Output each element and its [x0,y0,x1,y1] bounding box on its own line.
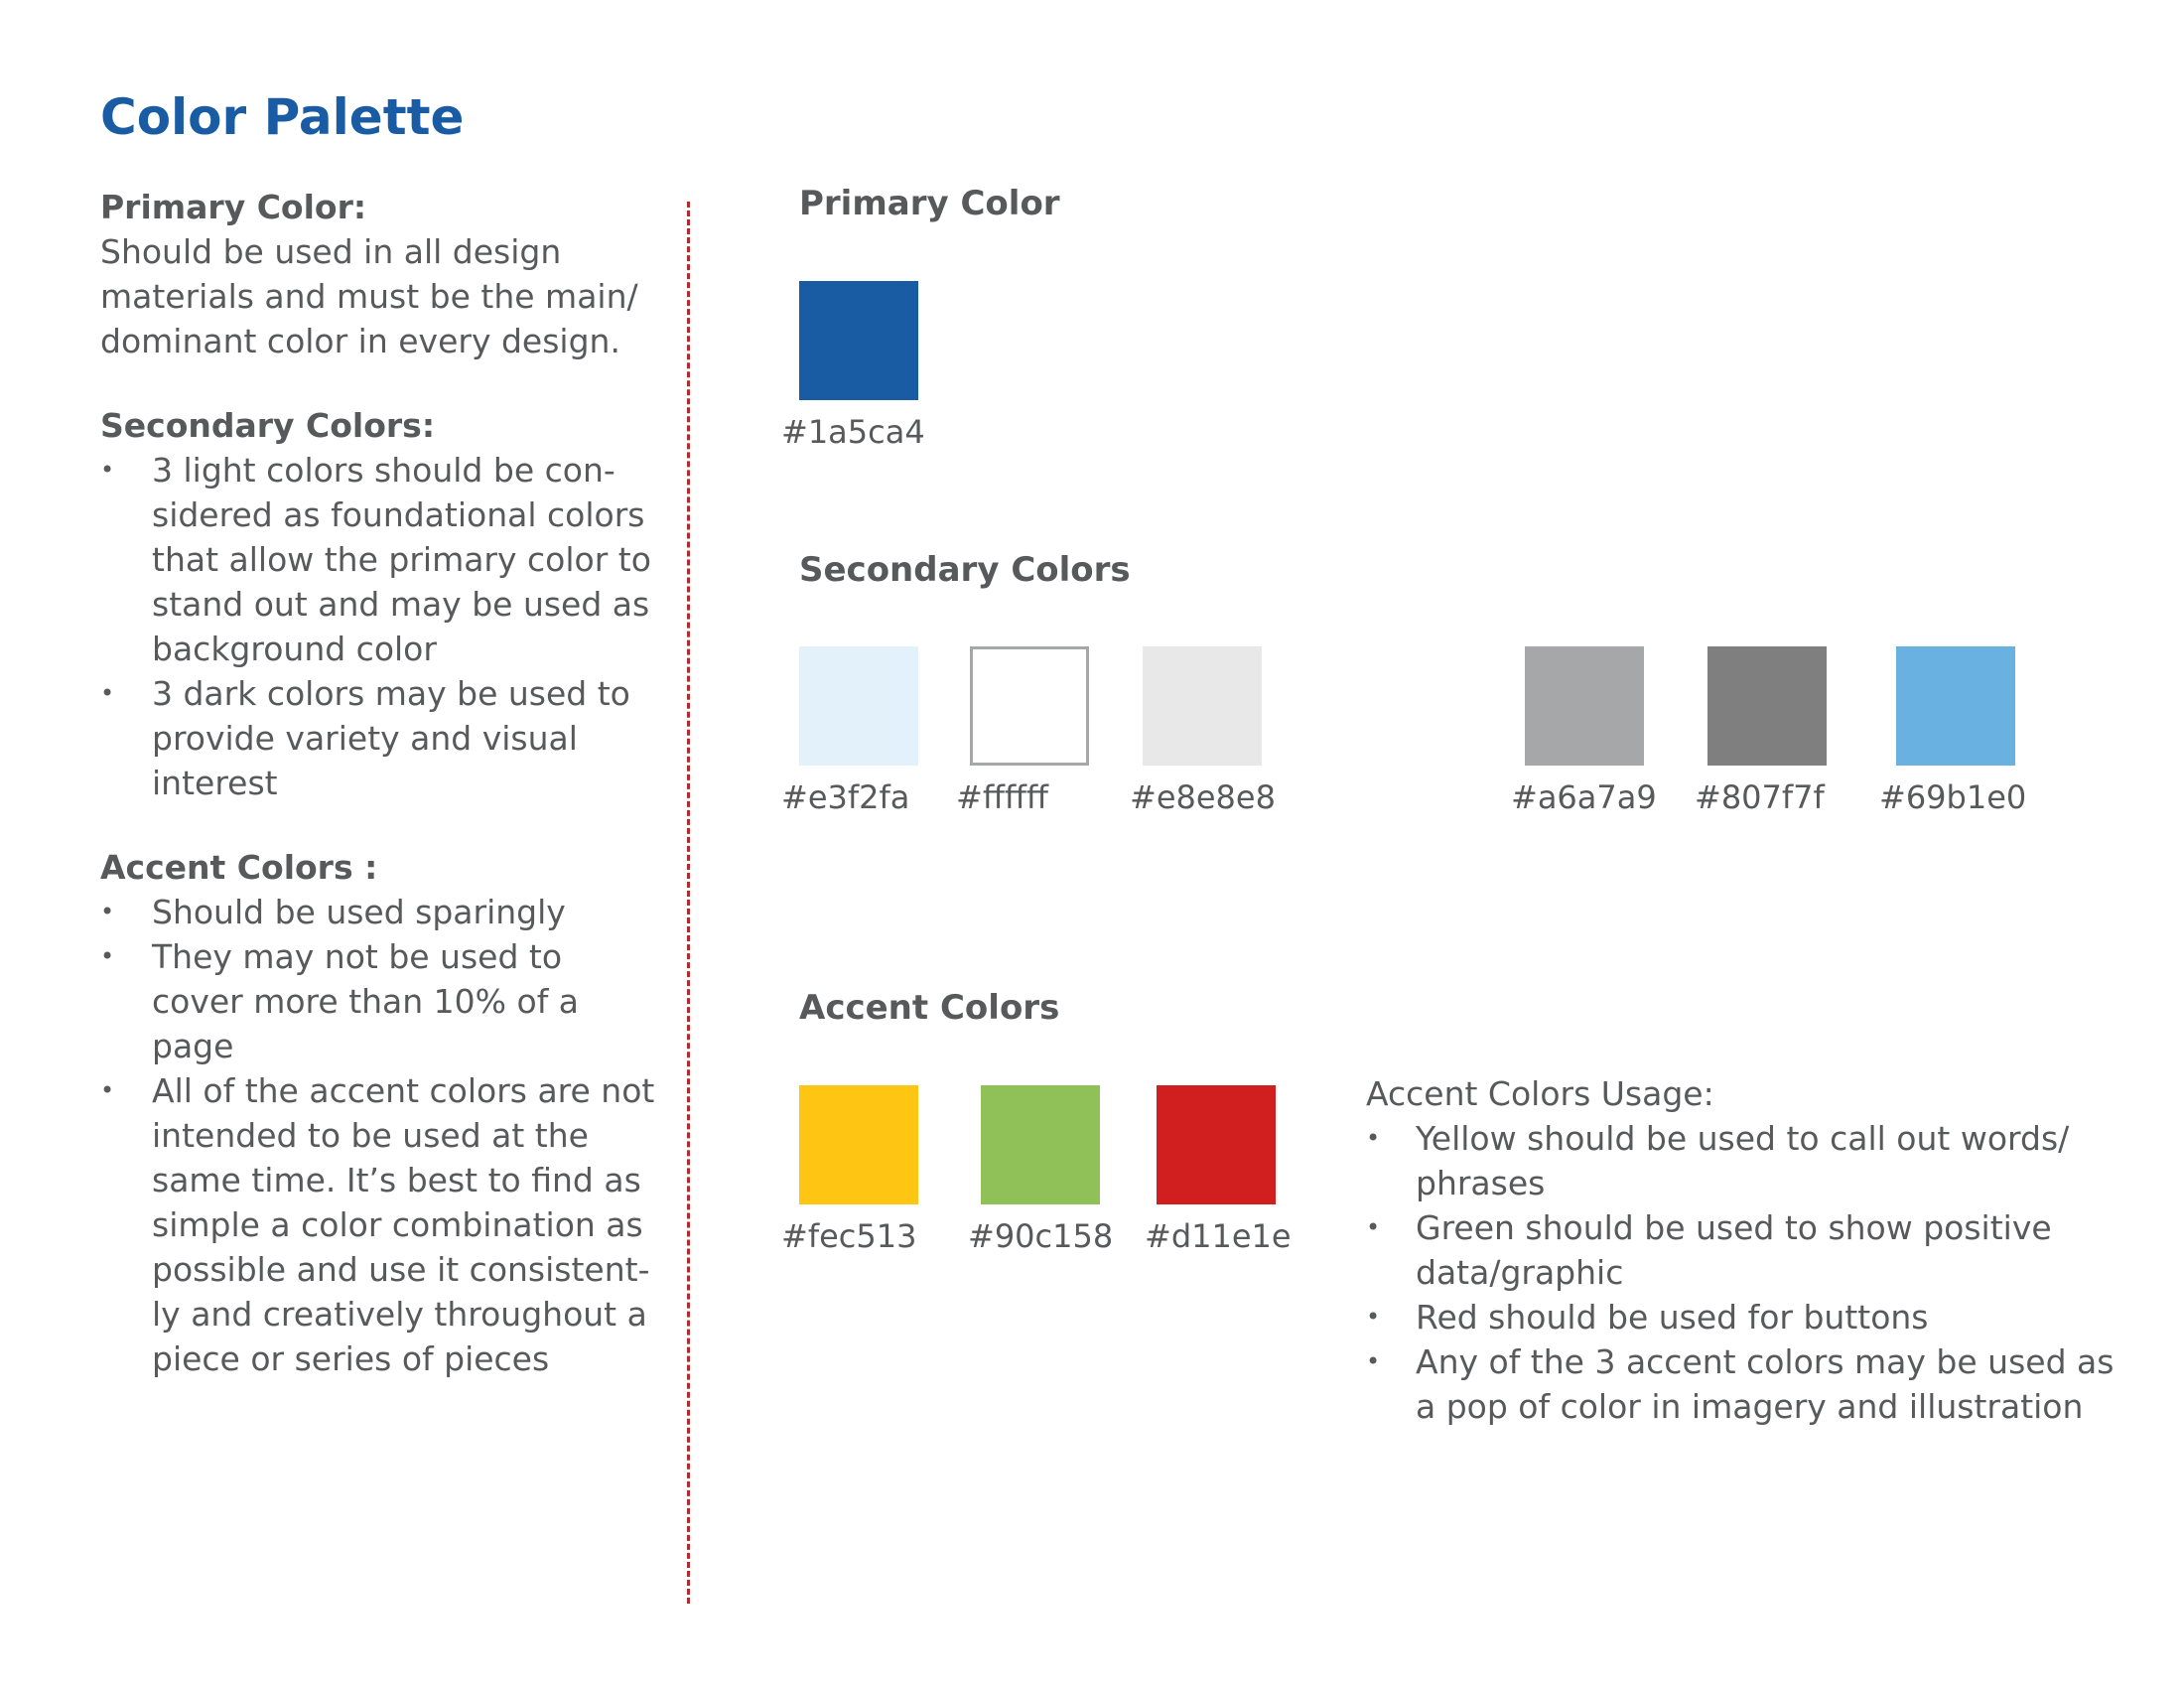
swatch-accent-3-label: #d11e1e [1145,1217,1292,1255]
swatch-secondary-6 [1896,646,2015,766]
secondary-guideline-heading: Secondary Colors: [100,406,436,445]
swatch-secondary-3-label: #e8e8e8 [1130,778,1276,816]
list-item: • Should be used sparingly [100,890,656,934]
column-divider [687,202,690,1604]
page-title: Color Palette [100,88,465,146]
swatch-accent-1 [799,1085,918,1204]
swatch-secondary-2 [970,646,1089,766]
swatch-accent-3 [1157,1085,1276,1204]
swatch-secondary-4 [1525,646,1644,766]
accent-guideline-heading: Accent Colors : [100,848,378,887]
accent-guideline-list [100,890,656,1381]
list-item: • 3 dark colors may be used to provide variety and visual interest [100,671,656,805]
accent-usage-title: Accent Colors Usage: [1366,1074,1714,1113]
swatch-secondary-6-label: #69b1e0 [1879,778,2027,816]
swatch-secondary-1-label: #e3f2fa [781,778,910,816]
list-item: • 3 light colors should be con- sidered as foundational colors that allow the primary color to stand out and may be used as background color [100,448,656,671]
swatch-accent-1-label: #fec513 [781,1217,917,1255]
list-item: • They may not be used to cover more than 10% of a page [100,934,656,1068]
swatch-secondary-5-label: #807f7f [1695,778,1825,816]
list-item: • Red should be used for buttons [1366,1295,2120,1339]
secondary-guideline [100,403,656,805]
secondary-palette-heading: Secondary Colors [799,550,1131,590]
swatch-accent-2-label: #90c158 [968,1217,1114,1255]
swatch-primary-1-label: #1a5ca4 [781,413,925,451]
accent-guideline [100,845,656,1381]
guidelines-column [100,185,656,1421]
primary-guideline [100,185,656,363]
list-item: • Green should be used to show positive data/graphic [1366,1205,2120,1295]
primary-guideline-heading: Primary Color: [100,188,367,226]
accent-usage-list [1366,1116,2120,1429]
swatch-secondary-4-label: #a6a7a9 [1511,778,1657,816]
secondary-guideline-list [100,448,656,805]
list-item: • All of the accent colors are not intended to be used at the same time. It’s best to find as simple a color combination as possible and use it consistent- ly and creatively throughout a piece or series of pieces [100,1068,656,1381]
list-item: • Yellow should be used to call out words/ phrases [1366,1116,2120,1205]
swatch-secondary-2-label: #ffffff [956,778,1048,816]
accent-palette-heading: Accent Colors [799,988,1060,1028]
swatch-secondary-3 [1143,646,1262,766]
swatch-primary-1 [799,281,918,400]
accent-usage [1366,1071,2120,1429]
swatch-secondary-5 [1707,646,1827,766]
swatch-accent-2 [981,1085,1100,1204]
list-item: • Any of the 3 accent colors may be used as a pop of color in imagery and illustration [1366,1339,2120,1429]
primary-guideline-body: Should be used in all design materials and must be the main/ dominant color in every design. [100,232,638,360]
swatch-secondary-1 [799,646,918,766]
primary-palette-heading: Primary Color [799,184,1060,223]
